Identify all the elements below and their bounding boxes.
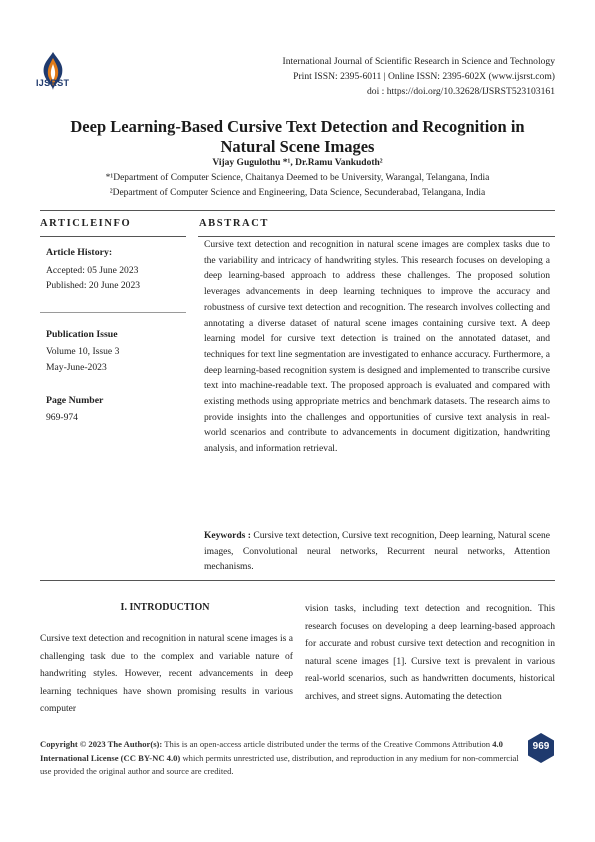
issue-period: May-June-2023 [46, 362, 107, 373]
bottom-divider [40, 580, 555, 581]
affiliation-2: ²Department of Computer Science and Engineering, Data Science, Secunderabad, Telangana, India [109, 188, 486, 198]
paper-authors: Vijay Gugulothu *¹, Dr.Ramu Vankudoth² [212, 158, 383, 168]
journal-doi[interactable]: doi : https://doi.org/10.32628/IJSRST523103161 [367, 86, 555, 97]
license-link[interactable]: 4.0 International License (CC BY-NC 4.0) [40, 739, 503, 763]
article-history-label: Article History: [46, 247, 113, 258]
history-divider [40, 312, 186, 313]
introduction-left-column: Cursive text detection and recognition in natural scene images is a challenging task due to the complex and variable nature of handwriting styles. However, recent advancements in deep learning techniques have shown promising results in various computer [40, 633, 293, 715]
copyright-text-b: which permits unrestricted use, distribution, and reproduction in any medium for non-commercial use provided the original author and source are credited. [40, 752, 519, 776]
keywords-text: Cursive text detection, Cursive text recognition, Deep learning, Natural scene images, Convolutional neural networks, Recurrent neural networks, Attention mechanisms. [204, 530, 551, 573]
published-date: Published: 20 June 2023 [46, 280, 141, 291]
copyright-text-a: This is an open-access article distributed under the terms of the Creative Commons Attribution [162, 739, 493, 749]
journal-logo-text: IJSRST [36, 78, 70, 88]
keywords-block [204, 528, 550, 575]
abstract-header: ABSTRACT [199, 218, 269, 229]
page-range: 969-974 [46, 412, 78, 423]
page-number: 969 [532, 741, 550, 752]
copyright-label: Copyright © 2023 The Author(s): [40, 739, 163, 749]
abstract-text: Cursive text detection and recognition in natural scene images are complex tasks due to the variability and intricacy of handwriting styles. This research focuses on developing a deep learning-based approach to address these challenges. The proposed solution leverages advancements in deep learning techniques to improve the accuracy and robustness of cursive text detection and recognition. The research involves collecting and annotating a diverse dataset of natural scene images containing cursive text. A deep learning model for cursive text detection is trained on the annotated dataset, and techniques for text line segmentation are investigated to enhance accuracy. Furthermore, a deep learning-based recognition system is designed and implemented to transcribe cursive text into machine-readable text. The proposed approach is evaluated and compared with existing methods using appropriate metrics and benchmark datasets. The research aims to provide insights into the challenges and opportunities of cursive text analysis in real-world scenarios and contribute to advancements in document digitization, handwriting analysis, and information retrieval. [204, 239, 550, 455]
introduction-heading: I. INTRODUCTION [120, 602, 210, 613]
paper-title-line-1: Deep Learning-Based Cursive Text Detection and Recognition in [70, 117, 525, 136]
article-info-divider [40, 236, 186, 237]
article-info-header: ARTICLEINFO [40, 218, 132, 229]
top-divider [40, 210, 555, 211]
paper-title [20, 117, 575, 157]
journal-name: International Journal of Scientific Research in Science and Technology [282, 56, 555, 67]
keywords-label: Keywords : [204, 530, 251, 541]
accepted-date: Accepted: 05 June 2023 [46, 265, 139, 276]
publication-issue-label: Publication Issue [46, 329, 118, 340]
paper-title-line-2: Natural Scene Images [220, 137, 375, 156]
journal-issn: Print ISSN: 2395-6011 | Online ISSN: 2395-602X (www.ijsrst.com) [293, 71, 555, 82]
volume-issue: Volume 10, Issue 3 [46, 346, 120, 357]
affiliation-1: *¹Department of Computer Science, Chaitanya Deemed to be University, Warangal, Telangana, India [105, 173, 490, 183]
introduction-right-column: vision tasks, including text detection and recognition. This research focuses on developing a deep learning-based approach for accurate and robust cursive text detection and recognition in natural scene images [1]. Cursive text is prevalent in various real-world scenarios, such as handwritten documents, historical archives, and street signs. Automating the detection [305, 603, 555, 702]
copyright-footer [40, 738, 530, 779]
page-number-label: Page Number [46, 395, 104, 406]
